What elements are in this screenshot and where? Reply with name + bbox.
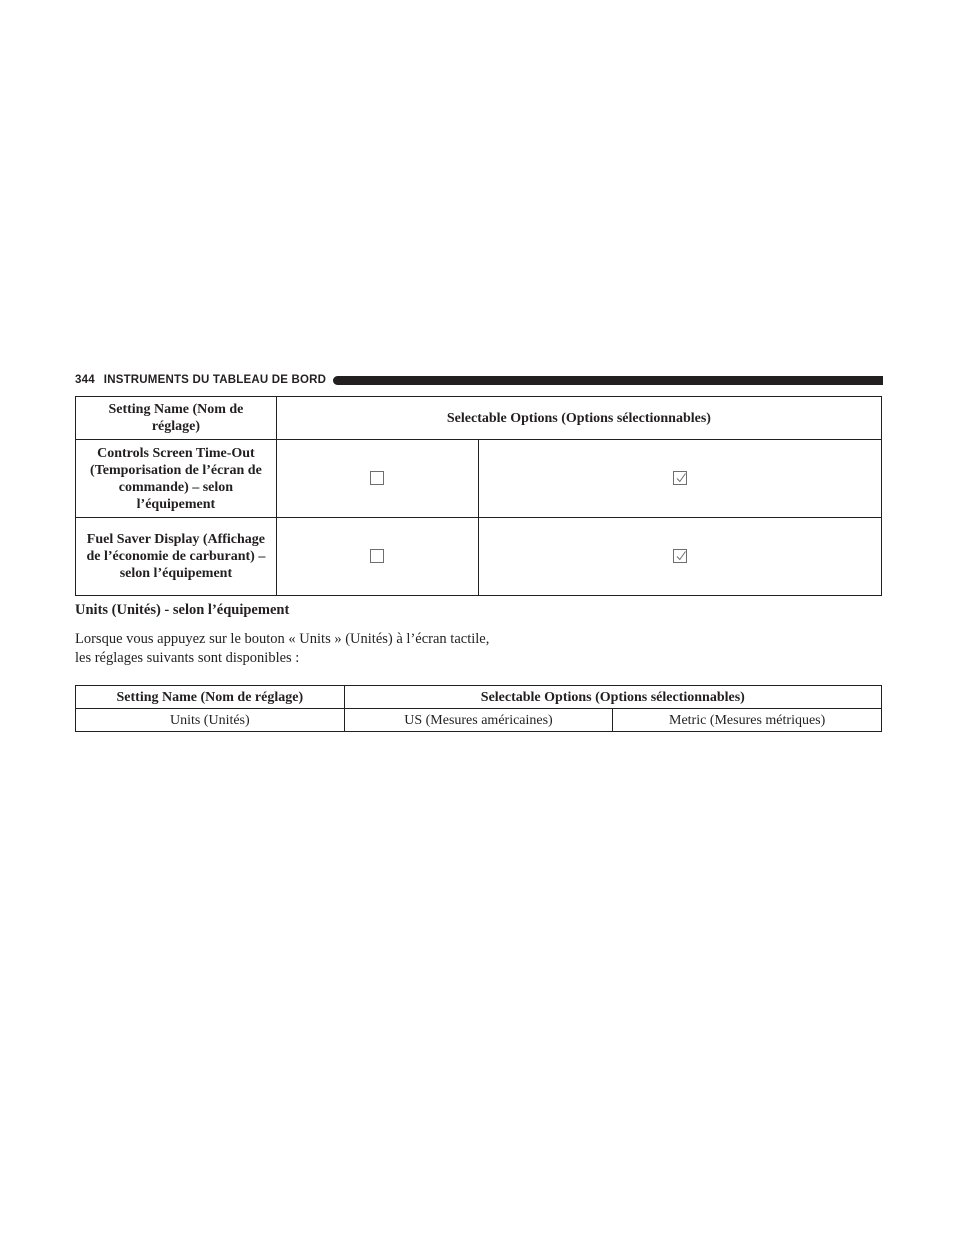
unchecked-box-icon[interactable] [370,471,384,485]
table-header-row [76,397,882,440]
option-cell [478,440,881,518]
unchecked-box-icon[interactable] [370,549,384,563]
units-section-heading: Units (Unités) - selon l’équipement [75,602,290,618]
section-title: INSTRUMENTS DU TABLEAU DE BORD [103,374,327,386]
units-section-paragraph: Lorsque vous appuyez sur le bouton « Units » (Unités) à l’écran tactile, les réglages suivants sont disponibles : [75,631,490,666]
table-row [76,518,882,596]
checked-box-icon[interactable] [673,471,687,485]
column-header-setting-name: Setting Name (Nom de réglage) [76,397,277,440]
table-header-row [76,686,882,709]
option-us[interactable]: US (Mesures américaines) [344,709,613,732]
units-table [75,685,882,732]
option-metric[interactable]: Metric (Mesures métriques) [613,709,882,732]
setting-name-cell: Controls Screen Time-Out (Temporisation de l’écran de commande) – selon l’équipement [76,440,277,518]
setting-name-cell: Fuel Saver Display (Affichage de l’économie de carburant) – selon l’équipement [76,518,277,596]
option-cell [276,440,478,518]
setting-name-cell: Units (Unités) [76,709,345,732]
column-header-setting-name: Setting Name (Nom de réglage) [76,686,345,709]
table-row [76,709,882,732]
column-header-selectable-options: Selectable Options (Options sélectionnables) [344,686,881,709]
header-rule [333,376,883,385]
page-number: 344 [75,374,95,386]
checked-box-icon[interactable] [673,549,687,563]
option-cell [478,518,881,596]
column-header-selectable-options: Selectable Options (Options sélectionnables) [276,397,881,440]
settings-table [75,396,882,596]
option-cell [276,518,478,596]
page-header [75,372,883,388]
table-row [76,440,882,518]
